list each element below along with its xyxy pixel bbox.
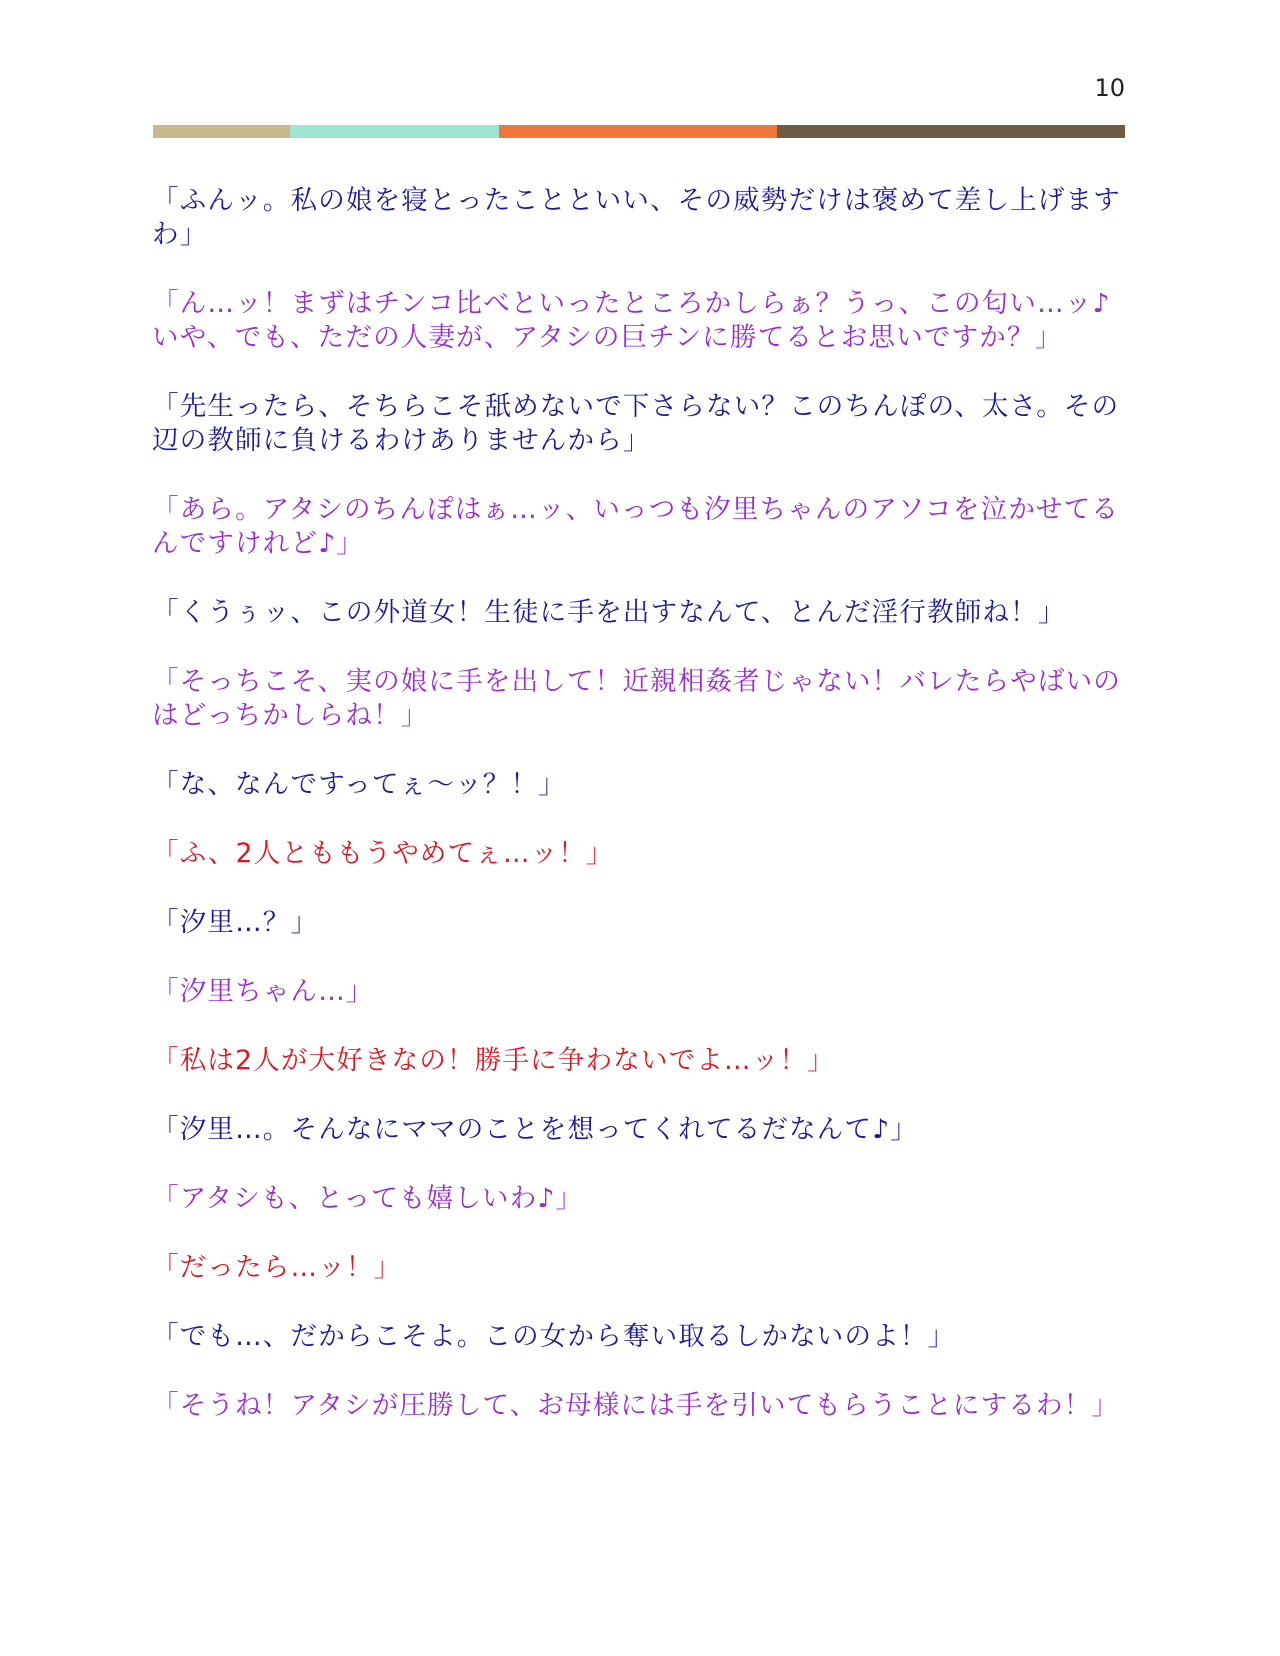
dialogue-line: 「私は2人が大好きなの！勝手に争わないでよ…ッ！」 [152, 1045, 835, 1076]
divider-segment-brown [777, 125, 1125, 138]
dialogue-line: 「でも…、だからこそよ。この女から奪い取るしかないのよ！」 [152, 1321, 956, 1352]
divider-segment-tan [153, 125, 290, 138]
dialogue-line: 「そうね！アタシが圧勝して、お母様には手を引いてもらうことにするわ！」 [152, 1390, 1120, 1421]
divider-segment-orange [499, 125, 777, 138]
dialogue-line: 「そっちこそ、実の娘に手を出して！近親相姦者じゃない！バレたらやばいのはどっちかしらね！」 [152, 666, 1121, 731]
dialogue-line: 「汐里ちゃん…」 [152, 976, 374, 1007]
page-number: 10 [1094, 74, 1125, 102]
dialogue-line: 「だったら…ッ！」 [152, 1252, 402, 1283]
dialogue-body [152, 184, 1127, 1458]
dialogue-line: 「ふ、2人とももうやめてぇ…ッ！」 [152, 838, 614, 869]
dialogue-line: 「な、なんですってぇ〜ッ？！」 [152, 769, 566, 800]
dialogue-line: 「先生ったら、そちらこそ舐めないで下さらない？このちんぽの、太さ。その辺の教師に負けるわけありませんから」 [152, 391, 1120, 456]
dialogue-line: 「ん…ッ！まずはチンコ比べといったところかしらぁ？うっ、この匂い…ッ♪いや、でも、ただの人妻が、アタシの巨チンに勝てるとお思いですか？」 [152, 288, 1111, 353]
dialogue-line: 「汐里…。そんなにママのことを想ってくれてるだなんて♪」 [152, 1114, 919, 1145]
color-divider [153, 125, 1125, 138]
dialogue-line: 「アタシも、とっても嬉しいわ♪」 [152, 1183, 584, 1214]
dialogue-line: 「くうぅッ、この外道女！生徒に手を出すなんて、とんだ淫行教師ね！」 [152, 597, 1066, 628]
dialogue-line: 「ふんッ。私の娘を寝とったことといい、その威勢だけは褒めて差し上げますわ」 [152, 185, 1121, 250]
dialogue-line: 「あら。アタシのちんぽはぁ…ッ、いっつも汐里ちゃんのアソコを泣かせてるんですけれど♪」 [152, 494, 1120, 559]
dialogue-line: 「汐里…？」 [152, 907, 319, 938]
divider-segment-aqua [290, 125, 499, 138]
